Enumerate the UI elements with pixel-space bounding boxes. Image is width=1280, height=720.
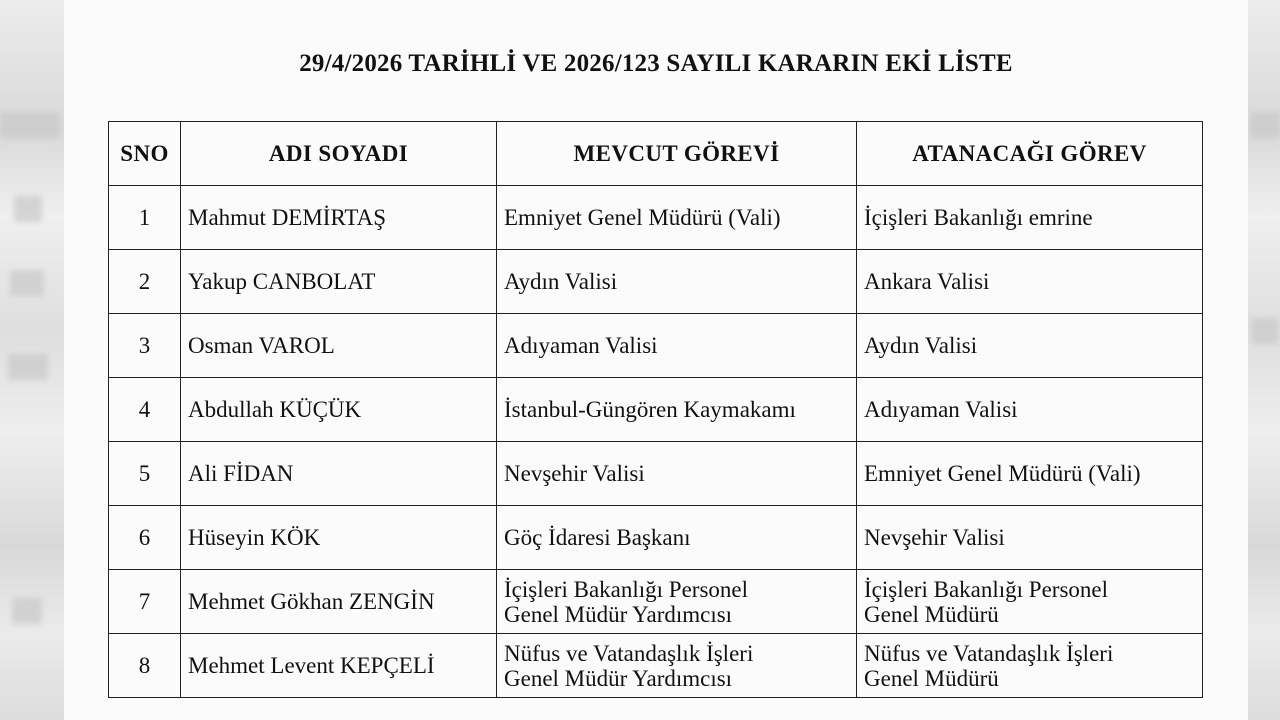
header-current-position: MEVCUT GÖREVİ	[497, 122, 857, 186]
cell-sno: 5	[109, 442, 181, 506]
background-stripe	[8, 354, 48, 380]
background-stripe	[1250, 112, 1280, 138]
cell-current-position	[497, 634, 857, 698]
cell-new-position: İçişleri Bakanlığı emrine	[857, 186, 1203, 250]
cell-line: Genel Müdürü	[864, 665, 999, 691]
table-row	[109, 442, 1203, 506]
cell-sno: 4	[109, 378, 181, 442]
appointment-table	[108, 121, 1203, 698]
table-row	[109, 186, 1203, 250]
document-page	[64, 0, 1248, 720]
cell-new-position: Adıyaman Valisi	[857, 378, 1203, 442]
cell-line: Genel Müdürü	[864, 601, 999, 627]
cell-sno: 2	[109, 250, 181, 314]
table-header-row	[109, 122, 1203, 186]
cell-current-position: Göç İdaresi Başkanı	[497, 506, 857, 570]
table-row	[109, 506, 1203, 570]
cell-line: İçişleri Bakanlığı Personel	[504, 576, 748, 602]
background-left-blur	[0, 0, 64, 720]
cell-name: Ali FİDAN	[181, 442, 497, 506]
table-row	[109, 378, 1203, 442]
cell-current-position: Adıyaman Valisi	[497, 314, 857, 378]
cell-sno: 6	[109, 506, 181, 570]
document-title: 29/4/2026 TARİHLİ VE 2026/123 SAYILI KARARIN EKİ LİSTE	[299, 50, 1013, 77]
background-stripe	[1252, 318, 1278, 344]
background-right-blur	[1248, 0, 1280, 720]
cell-current-position	[497, 570, 857, 634]
cell-sno: 7	[109, 570, 181, 634]
cell-new-position: Aydın Valisi	[857, 314, 1203, 378]
cell-new-position	[857, 570, 1203, 634]
cell-line: Nüfus ve Vatandaşlık İşleri	[864, 640, 1114, 666]
cell-line: Nüfus ve Vatandaşlık İşleri	[504, 640, 754, 666]
cell-name: Mehmet Gökhan ZENGİN	[181, 570, 497, 634]
table-row	[109, 314, 1203, 378]
cell-line: Genel Müdür Yardımcısı	[504, 665, 733, 691]
cell-new-position: Nevşehir Valisi	[857, 506, 1203, 570]
table-row	[109, 634, 1203, 698]
background-stripe	[12, 598, 42, 624]
cell-line: Genel Müdür Yardımcısı	[504, 601, 733, 627]
cell-new-position	[857, 634, 1203, 698]
table-row	[109, 570, 1203, 634]
cell-name: Abdullah KÜÇÜK	[181, 378, 497, 442]
cell-name: Yakup CANBOLAT	[181, 250, 497, 314]
cell-new-position: Emniyet Genel Müdürü (Vali)	[857, 442, 1203, 506]
cell-name: Osman VAROL	[181, 314, 497, 378]
background-stripe	[14, 196, 42, 222]
cell-current-position: Aydın Valisi	[497, 250, 857, 314]
cell-sno: 1	[109, 186, 181, 250]
cell-new-position: Ankara Valisi	[857, 250, 1203, 314]
cell-current-position: Nevşehir Valisi	[497, 442, 857, 506]
cell-sno: 8	[109, 634, 181, 698]
cell-current-position: Emniyet Genel Müdürü (Vali)	[497, 186, 857, 250]
cell-sno: 3	[109, 314, 181, 378]
header-new-position: ATANACAĞI GÖREV	[857, 122, 1203, 186]
background-stripe	[10, 270, 44, 296]
cell-current-position: İstanbul-Güngören Kaymakamı	[497, 378, 857, 442]
header-name: ADI SOYADI	[181, 122, 497, 186]
cell-name: Mehmet Levent KEPÇELİ	[181, 634, 497, 698]
cell-name: Hüseyin KÖK	[181, 506, 497, 570]
cell-name: Mahmut DEMİRTAŞ	[181, 186, 497, 250]
background-stripe	[0, 112, 60, 138]
header-sno: SNO	[109, 122, 181, 186]
cell-line: İçişleri Bakanlığı Personel	[864, 576, 1108, 602]
table-row	[109, 250, 1203, 314]
